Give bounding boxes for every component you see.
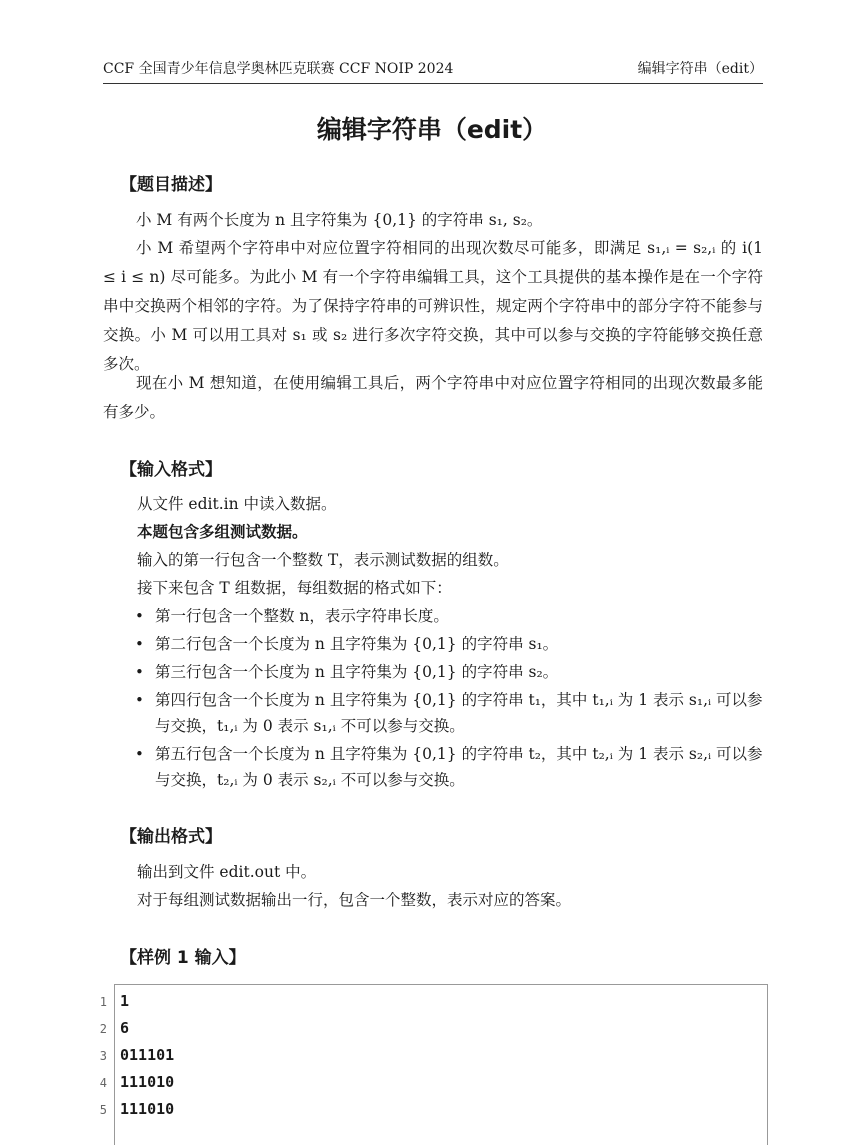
code-line — [99, 1016, 767, 1043]
input-line-4: 接下来包含 T 组数据，每组数据的格式如下： — [137, 579, 452, 597]
line-number: 4 — [99, 1076, 107, 1090]
list-item: • 第一行包含一个整数 n，表示字符串长度。 — [135, 607, 449, 625]
list-item: • 第五行包含一个长度为 n 且字符集为 {0,1} 的字符串 t₂，其中 t₂,ᵢ 为 1 表示 s₂,ᵢ 可以参与交换，t₂,ᵢ 为 0 表示 s₂,ᵢ 不可以参与交换。 — [135, 745, 763, 789]
list-item: • 第二行包含一个长度为 n 且字符集为 {0,1} 的字符串 s₁。 — [135, 635, 559, 653]
header-right: 编辑字符串（edit） — [637, 61, 763, 77]
line-number: 2 — [99, 1022, 107, 1036]
description-paragraph-3: 现在小 M 想知道，在使用编辑工具后，两个字符串中对应位置字符相同的出现次数最多能有多少。 — [103, 374, 763, 421]
code-text: 6 — [120, 1019, 130, 1037]
output-line-2: 对于每组测试数据输出一行，包含一个整数，表示对应的答案。 — [137, 891, 572, 909]
code-text: 011101 — [120, 1046, 175, 1064]
sample-input-code-block — [99, 984, 768, 1145]
input-bullet-list — [107, 603, 767, 795]
line-number: 1 — [99, 995, 107, 1009]
code-line — [99, 1043, 767, 1070]
input-line-1: 从文件 edit.in 中读入数据。 — [137, 495, 337, 513]
output-line-1: 输出到文件 edit.out 中。 — [137, 863, 317, 881]
input-line-2: 本题包含多组测试数据。 — [137, 523, 308, 541]
code-text: 111010 — [120, 1100, 175, 1118]
input-heading: 【输入格式】 — [120, 460, 222, 480]
code-line — [99, 989, 767, 1016]
code-text: 111010 — [120, 1073, 175, 1091]
line-number: 3 — [99, 1049, 107, 1063]
page-title: 编辑字符串（edit） — [316, 115, 548, 144]
code-text: 1 — [120, 992, 130, 1010]
page-header — [103, 58, 763, 84]
output-heading: 【输出格式】 — [120, 827, 222, 847]
list-item: • 第三行包含一个长度为 n 且字符集为 {0,1} 的字符串 s₂。 — [135, 663, 559, 681]
description-paragraph-2: 小 M 希望两个字符串中对应位置字符相同的出现次数尽可能多，即满足 s₁,ᵢ = s₂,ᵢ 的 i(1 ≤ i ≤ n) 尽可能多。为此小 M 有一个字符串编辑工具，这个工具提供的基本操作是在一个字符串中交换两个相邻的字符。为了保持字符串的可辨识性，规定两个字符串中的部分字符不能参与交换。小 M 可以用工具对 s₁ 或 s₂ 进行多次字符交换，其中可以参与交换的字符能够交换任意多次。 — [103, 239, 763, 373]
line-number: 5 — [99, 1103, 107, 1117]
code-line — [99, 1097, 767, 1124]
description-paragraph-1: 小 M 有两个长度为 n 且字符集为 {0,1} 的字符串 s₁, s₂。 — [136, 211, 543, 229]
sample-input-heading: 【样例 1 输入】 — [120, 948, 246, 968]
code-line — [99, 1070, 767, 1097]
input-line-3: 输入的第一行包含一个整数 T，表示测试数据的组数。 — [137, 551, 509, 569]
list-item: • 第四行包含一个长度为 n 且字符集为 {0,1} 的字符串 t₁，其中 t₁,ᵢ 为 1 表示 s₁,ᵢ 可以参与交换，t₁,ᵢ 为 0 表示 s₁,ᵢ 不可以参与交换。 — [135, 691, 763, 735]
description-heading: 【题目描述】 — [120, 175, 222, 195]
header-left: CCF 全国青少年信息学奥林匹克联赛 CCF NOIP 2024 — [103, 61, 454, 77]
